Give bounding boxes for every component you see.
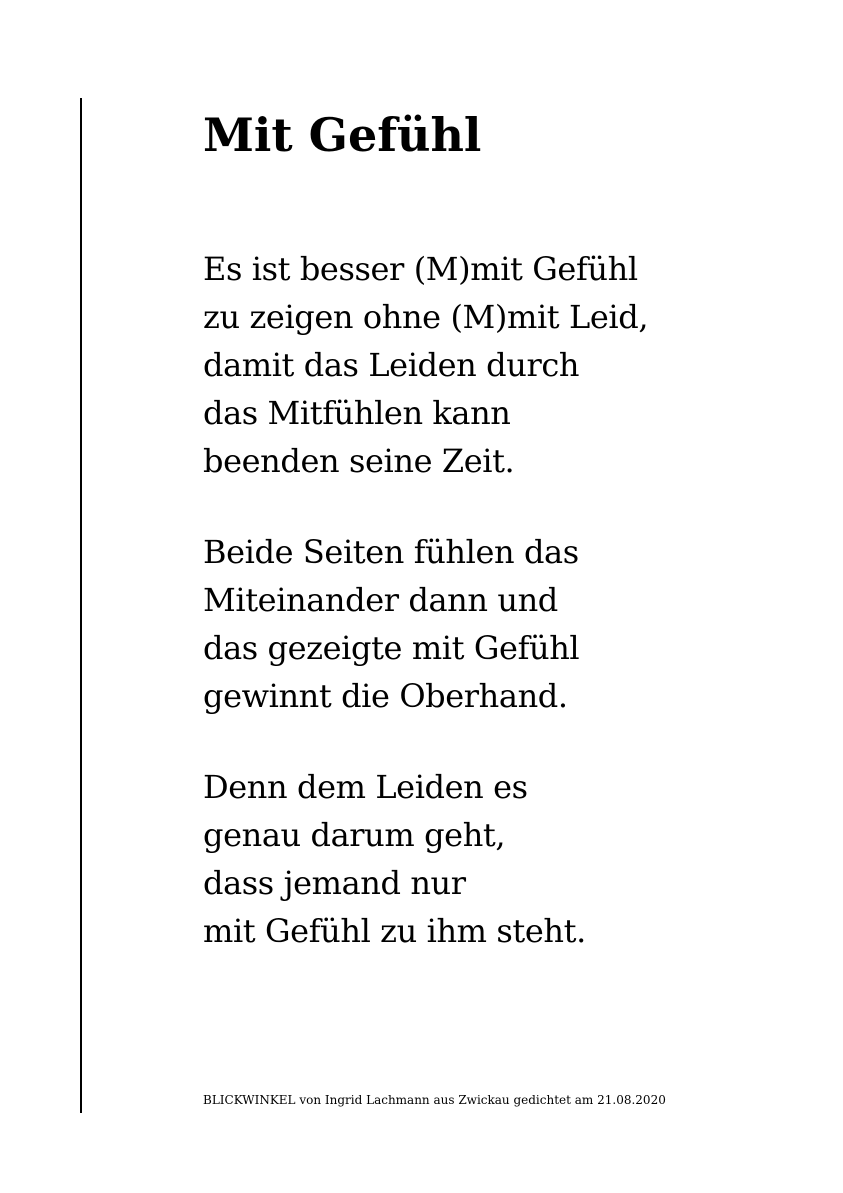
- poem-line: damit das Leiden durch: [203, 346, 580, 384]
- poem-line: Miteinander dann und: [203, 581, 558, 619]
- footer-credit: BLICKWINKEL von Ingrid Lachmann aus Zwickau gedichtet am 21.08.2020: [203, 1093, 666, 1107]
- poem-line: Beide Seiten fühlen das: [203, 533, 579, 571]
- poem-line: Es ist besser (M)mit Gefühl: [203, 250, 638, 288]
- poem-line: beenden seine Zeit.: [203, 442, 515, 480]
- poem-line: zu zeigen ohne (M)mit Leid,: [203, 298, 649, 336]
- poem-line: dass jemand nur: [203, 864, 466, 902]
- poem-line: genau darum geht,: [203, 816, 506, 854]
- poem-line: das Mitfühlen kann: [203, 394, 511, 432]
- poem-line: gewinnt die Oberhand.: [203, 677, 568, 715]
- poem-line: das gezeigte mit Gefühl: [203, 629, 580, 667]
- poem-body: [203, 245, 823, 998]
- stanza-3: [203, 763, 823, 955]
- poem-line: mit Gefühl zu ihm steht.: [203, 912, 586, 950]
- vertical-margin-rule: [80, 98, 82, 1113]
- stanza-2: [203, 528, 823, 720]
- poem-line: Denn dem Leiden es: [203, 768, 528, 806]
- poem-title: Mit Gefühl: [203, 108, 482, 162]
- stanza-1: [203, 245, 823, 485]
